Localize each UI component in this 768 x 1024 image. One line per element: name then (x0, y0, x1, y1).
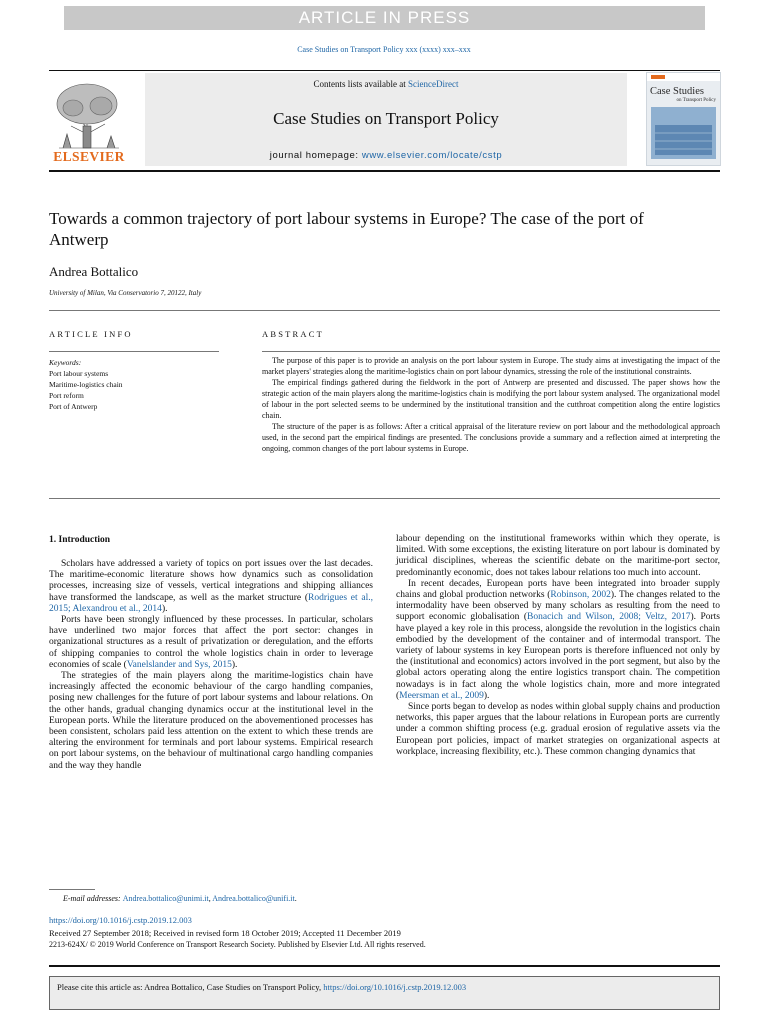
text-run: ). Ports have played a key role in this process, alongside the revolution in the logistics chain embodied by the development of the container and of intermodal transport. The variety of labour systems in key European ports is therefore influenced not only by the (institutional and economics) actors involved in the port segment, but also by the global actors operating along the entire logistics transport chain. The competition nowadays is in fact along the whole logistics chain, more and more integrated ( (396, 612, 720, 701)
homepage-link[interactable]: www.elsevier.com/locate/cstp (361, 150, 503, 161)
cite-prefix: Please cite this article as: Andrea Bottalico, Case Studies on Transport Policy, (57, 982, 324, 992)
homepage-line (145, 150, 627, 161)
header-bottom-rule (49, 170, 720, 172)
abstract-heading-rule (262, 351, 720, 352)
abstract-body (262, 355, 720, 454)
text-run: ). (231, 659, 238, 670)
keyword-item: Port reform (49, 391, 84, 400)
article-info-heading: ARTICLE INFO (49, 329, 133, 339)
citation-link[interactable]: Rodrigues et al., 2015; Alexandrou et al., 2014 (49, 592, 373, 614)
homepage-prefix: journal homepage: (269, 150, 362, 161)
keywords-label: Keywords: (49, 358, 82, 367)
info-top-rule (49, 310, 720, 311)
received-dates: Received 27 September 2018; Received in revised form 18 October 2019; Accepted 11 December 2019 (49, 928, 401, 938)
journal-reference-link[interactable]: Case Studies on Transport Policy xxx (xxxx) xxx–xxx (297, 45, 471, 54)
cover-title: Case Studies (650, 86, 704, 97)
text-run: ). (161, 603, 168, 614)
text-run: Scholars have addressed a variety of topics on port issues over the last decades. The maritime-economic literature shows how dynamics such as consolidation processes, increasing size of vessels, vertical integrations and shipping alliances have transformed the landscape, as well as the market structure ( (49, 559, 373, 603)
abstract-paragraph: The purpose of this paper is to provide an analysis on the port labour system in Europe. The study aims at investigating the impact of the market players' strategies along the maritime-logistics chain on port labour dynamics, stressing the role of the institutional constraints. (262, 356, 720, 376)
body-paragraph (49, 559, 373, 615)
abstract-heading: ABSTRACT (262, 329, 324, 339)
citation-link[interactable]: Meersman et al., 2009 (399, 690, 484, 701)
body-paragraph: The strategies of the main players along the maritime-logistics chain have increasingly affected the economic behaviour of the cargo handling companies, posing new challenges for the future of port labour systems and labour relations. On the other hands, gradual changing dynamics occur at the institutional level in the European ports. While the literature produced on the abovementioned processes has been consistent, scholars paid less attention on the extent to which these trends are altering the environment for terminals and port labour systems. Empirical research on port labour systems, on the behaviour of multinational cargo handling companies and the way they handle (49, 671, 373, 771)
cite-doi-link[interactable]: https://doi.org/10.1016/j.cstp.2019.12.003 (323, 982, 467, 992)
citation-link[interactable]: Robinson, 2002 (550, 590, 611, 601)
citation-link[interactable]: Bonacich and Wilson, 2008; Veltz, 2017 (527, 612, 691, 623)
email-link[interactable]: Andrea.bottalico@unimi.it (122, 894, 209, 903)
footer-rule (49, 965, 720, 967)
email-label: E-mail addresses: (63, 894, 123, 903)
keyword-item: Maritime-logistics chain (49, 380, 123, 389)
keyword-item: Port of Antwerp (49, 402, 98, 411)
abstract-paragraph: The structure of the paper is as follows: After a critical appraisal of the literature review on port labour and the methodological approach used, in the second part the empirical findings are presented. The conclusions provide a summary and a reflection aimed at interpreting the ongoing, common changes of the port labour systems in Europe. (262, 422, 720, 453)
email-footnote (63, 894, 297, 903)
abstract-bottom-rule (49, 498, 720, 499)
body-column-left (49, 559, 373, 772)
text-run: In recent decades, European ports have been integrated into broader supply chains and global production networks ( (396, 578, 720, 601)
info-heading-rule (49, 351, 219, 352)
author-affiliation: University of Milan, Via Conservatorio 7, 20122, Italy (49, 289, 202, 297)
body-paragraph: Since ports began to develop as nodes within global supply chains and production networks, this paper argues that the labour relations in European ports are currently under a common shifting process (e.g. gradual erosion of regulative assets via the European port policies, impact of market strategies on organizational aspects at workplace, increasing flexibility, etc.). These common changing dynamics that (396, 702, 720, 757)
citation-text (57, 982, 466, 992)
text-run: ). The changes related to the intermodality have been observed by many scholars as resulting from the need to support economic globalisation ( (396, 590, 720, 623)
journal-name: Case Studies on Transport Policy (273, 109, 499, 128)
sciencedirect-link[interactable]: ScienceDirect (408, 79, 459, 89)
body-paragraph (49, 615, 373, 671)
body-paragraph: labour depending on the institutional frameworks within which they operate, is limited. With some exceptions, the existing literature on port labour is dominated by juridical disciplines, whereas the scientific debate on the maritime-port sector, predominantly economic, does not takes labour relations too much into account. (396, 534, 720, 578)
copyright-line: 2213-624X/ © 2019 World Conference on Transport Research Society. Published by Elsevier Ltd. All rights reserved. (49, 940, 426, 949)
article-in-press-banner: ARTICLE IN PRESS (64, 6, 705, 30)
header-top-rule (49, 70, 720, 71)
footnote-rule (49, 889, 95, 890)
body-column-right (396, 534, 720, 758)
elsevier-wordmark: ELSEVIER (53, 149, 125, 164)
section-heading-introduction: 1. Introduction (49, 535, 111, 545)
email-link[interactable]: Andrea.bottalico@unifi.it (212, 894, 295, 903)
abstract-paragraph: The empirical findings gathered during the fieldwork in the port of Antwerp are presented and discussed. The paper shows how the strategic action of the main players along the maritime-logistics chain is modifying the port labour system analysed. The organizational model of labour in the port selected seems to be undermined by the institutional transition and the cutthroat competition along the entire logistics chain. (262, 378, 720, 420)
contents-prefix: Contents lists available at (313, 79, 408, 89)
email-separator: , (208, 894, 213, 903)
citation-link[interactable]: Vanelslander and Sys, 2015 (126, 659, 232, 670)
contents-line (145, 79, 627, 89)
body-paragraph (396, 579, 720, 702)
text-run: ). (483, 690, 490, 701)
keywords-block (49, 357, 123, 412)
doi-link[interactable]: https://doi.org/10.1016/j.cstp.2019.12.003 (49, 915, 192, 925)
keyword-item: Port labour systems (49, 369, 109, 378)
cover-subtitle: on Transport Policy (676, 98, 716, 103)
article-title: Towards a common trajectory of port labour systems in Europe? The case of the port of Antwerp (49, 209, 644, 249)
email-end: . (294, 894, 297, 903)
author-name: Andrea Bottalico (49, 264, 139, 279)
text-run: Ports have been strongly influenced by these processes. In particular, scholars have underlined two major forces that affect the port sector: changes in organizational structures as a result of privatization or deregulation, and the efforts of shipping companies to control the whole logistics chain in order to leverage economies of scale ( (49, 615, 373, 670)
